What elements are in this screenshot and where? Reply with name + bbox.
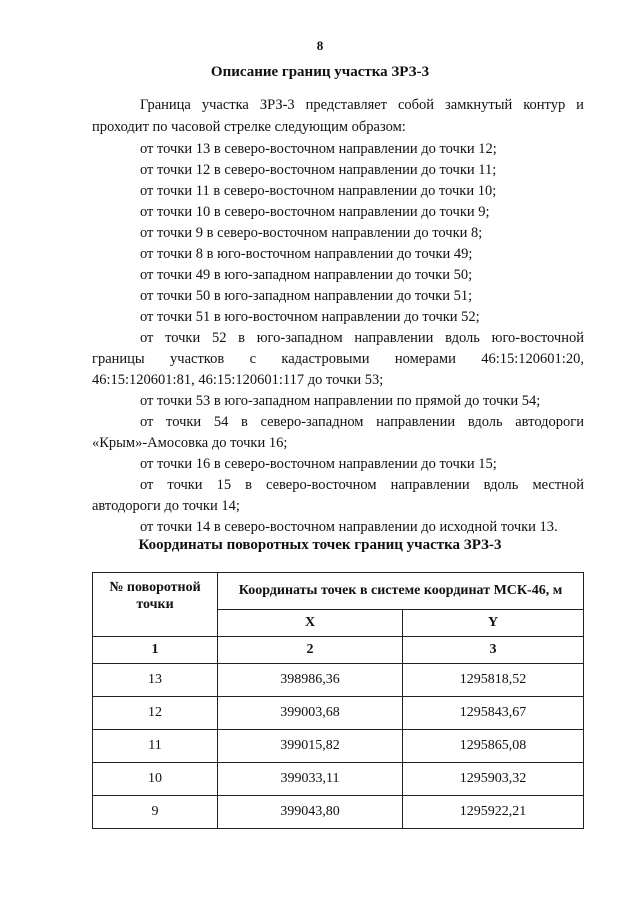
word: 52: [211, 330, 227, 346]
cell-x: 399033,11: [218, 763, 403, 796]
cell-y: 1295865,08: [403, 730, 584, 763]
segment-line: от точки 12 в северо-восточном направлении до точки 11;: [140, 162, 497, 178]
segment-15-line-1: [140, 476, 584, 494]
word: участков: [170, 351, 225, 367]
word: северо-западном: [260, 414, 364, 430]
word: точки: [167, 477, 203, 493]
word: вдоль: [445, 330, 480, 346]
segment-line: от точки 16 в северо-восточном направлении до точки 15;: [140, 456, 497, 472]
word: вдоль: [467, 414, 503, 430]
col-header-coordinates: Координаты точек в системе координат МСК-46, м: [218, 573, 584, 610]
word: от: [140, 330, 154, 346]
word: вдоль: [483, 477, 519, 493]
segment-line: от точки 9 в северо-восточном направлении до точки 8;: [140, 225, 483, 241]
page-number: 8: [316, 38, 324, 53]
word: в: [238, 330, 245, 346]
word: контур: [523, 97, 566, 113]
segment-52-line-2: [92, 350, 584, 368]
word: северо-восточном: [265, 477, 377, 493]
cell-y: 1295903,32: [403, 763, 584, 796]
cell-point: 11: [93, 730, 218, 763]
table-title: Координаты поворотных точек границ участка ЗРЗ-3: [138, 537, 502, 553]
word: в: [240, 414, 248, 430]
cell-y: 1295922,21: [403, 796, 584, 829]
segment-line: от точки 50 в юго-западном направлении до точки 51;: [140, 288, 473, 304]
word: направлении: [376, 414, 456, 430]
segment-line: от точки 13 в северо-восточном направлении до точки 12;: [140, 141, 497, 157]
cell-point: 12: [93, 697, 218, 730]
cell-y: 1295818,52: [403, 664, 584, 697]
cell-x: 399015,82: [218, 730, 403, 763]
segment-line: от точки 10 в северо-восточном направлении до точки 9;: [140, 204, 490, 220]
word: в: [245, 477, 252, 493]
word: 15: [216, 477, 232, 493]
word: границы: [92, 351, 145, 367]
cell-point: 13: [93, 664, 218, 697]
intro-line-2: проходит по часовой стрелке следующим образом:: [92, 119, 406, 135]
word: направлении: [390, 477, 470, 493]
word: и: [576, 97, 584, 113]
word: собой: [397, 97, 435, 113]
word: местной: [532, 477, 584, 493]
word: 46:15:120601:20,: [481, 351, 584, 367]
cell-point: 9: [93, 796, 218, 829]
segment-52-line-3: 46:15:120601:81, 46:15:120601:117 до точки 53;: [92, 372, 384, 388]
word: от: [140, 414, 154, 430]
segment-line: от точки 49 в юго-западном направлении до точки 50;: [140, 267, 473, 283]
col-number: 3: [403, 637, 584, 664]
word: с: [249, 351, 257, 367]
table-row: [93, 730, 584, 763]
cell-x: 399003,68: [218, 697, 403, 730]
segment-52-line-1: [140, 329, 584, 347]
segment-54-line-2: «Крым»-Амосовка до точки 16;: [92, 435, 288, 451]
intro-line-1: [140, 96, 584, 114]
word: юго-восточной: [491, 330, 584, 346]
word: кадастровыми: [281, 351, 370, 367]
table-row: [93, 796, 584, 829]
cell-x: 398986,36: [218, 664, 403, 697]
word: участка: [201, 97, 249, 113]
word: представляет: [305, 97, 388, 113]
word: номерами: [394, 351, 456, 367]
word: юго-западном: [256, 330, 343, 346]
segment-line: от точки 53 в юго-западном направлении по прямой до точки 54;: [140, 393, 541, 409]
word: 54: [213, 414, 229, 430]
table-row: [93, 664, 584, 697]
word: Граница: [140, 97, 191, 113]
segment-15-line-2: автодороги до точки 14;: [92, 498, 240, 514]
cell-y: 1295843,67: [403, 697, 584, 730]
col-number: 2: [218, 637, 403, 664]
word: точки: [165, 330, 201, 346]
word: от: [140, 477, 154, 493]
word: автодороги: [515, 414, 584, 430]
coordinates-table: [92, 572, 584, 829]
segment-line: от точки 8 в юго-восточном направлении до точки 49;: [140, 246, 473, 262]
word: направлении: [354, 330, 434, 346]
word: замкнутый: [445, 97, 513, 113]
col-header-y: Y: [403, 610, 584, 637]
segment-line: от точки 14 в северо-восточном направлении до исходной точки 13.: [140, 519, 558, 535]
table-row: [93, 763, 584, 796]
word: ЗРЗ-3: [259, 97, 295, 113]
col-header-point: № поворотной точки: [93, 573, 218, 637]
cell-point: 10: [93, 763, 218, 796]
section-title: Описание границ участка ЗРЗ-3: [210, 64, 430, 80]
segment-54-line-1: [140, 413, 584, 431]
segment-line: от точки 11 в северо-восточном направлении до точки 10;: [140, 183, 497, 199]
segment-line: от точки 51 в юго-восточном направлении до точки 52;: [140, 309, 480, 325]
col-number: 1: [93, 637, 218, 664]
table-row: [93, 697, 584, 730]
word: точки: [166, 414, 202, 430]
col-header-x: X: [218, 610, 403, 637]
cell-x: 399043,80: [218, 796, 403, 829]
